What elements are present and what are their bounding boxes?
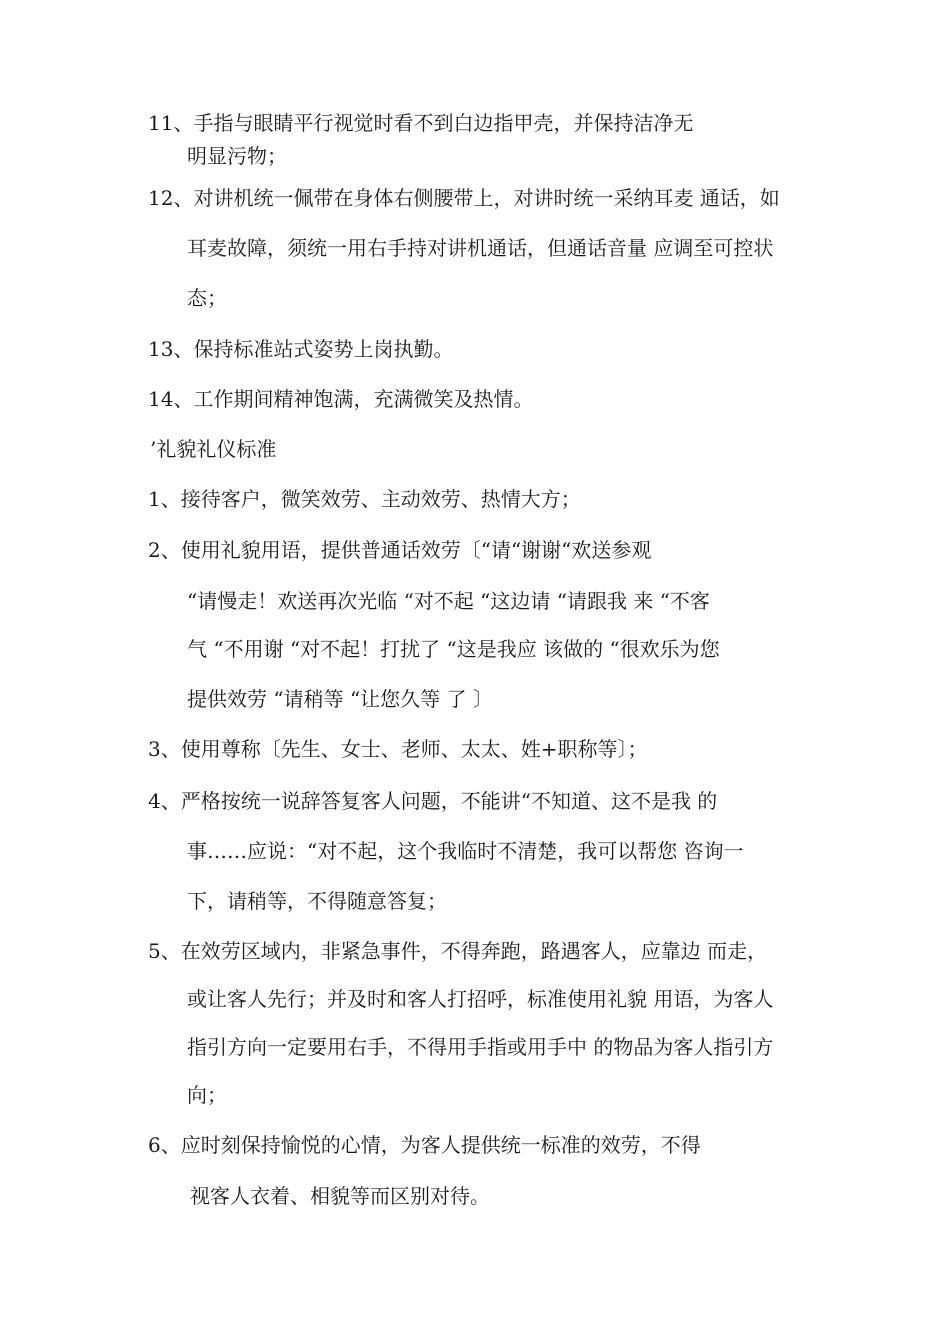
item-5-line-2: 或让客人先行；并及时和客人打招呼，标准使用礼貌 用语，为客人 (187, 987, 774, 1011)
item-5-line-1: 5、在效劳区域内，非紧急事件，不得奔跑，路遇客人，应靠边 而走， (148, 939, 768, 963)
item-2-line-3: 气 “不用谢 “对不起！打扰了 “这是我应 该做的 “很欢乐为您 (187, 637, 720, 661)
item-4-line-1: 4、严格按统一说辞答复客人问题，不能讲“不知道、这不是我 的 (148, 789, 718, 813)
item-14: 14、工作期间精神饱满，充满微笑及热情。 (148, 387, 534, 411)
item-4-line-3: 下，请稍等，不得随意答复； (187, 889, 447, 913)
item-2-line-1: 2、使用礼貌用语，提供普通话效劳〔“请“谢谢“欢送参观 (148, 538, 652, 562)
section-heading: ’礼貌礼仪标准 (150, 437, 277, 461)
item-12-line-3: 态； (187, 286, 227, 310)
item-5-line-3: 指引方向一定要用右手，不得用手指或用手中 的物品为客人指引方 (187, 1035, 774, 1059)
item-13: 13、保持标准站式姿势上岗执勤。 (148, 337, 454, 361)
item-5-line-4: 向； (187, 1083, 227, 1107)
item-11-line-2: 明显污物； (187, 144, 287, 168)
item-6-line-2: 视客人衣着、相貌等而区别对待。 (190, 1184, 490, 1208)
item-11-line-1: 11、手指与眼睛平行视觉时看不到白边指甲壳，并保持洁净无 (148, 111, 694, 135)
item-12-line-2: 耳麦故障，须统一用右手持对讲机通话，但通话音量 应调至可控状 (187, 236, 774, 260)
item-1: 1、接待客户，微笑效劳、主动效劳、热情大方； (148, 487, 581, 511)
item-2-line-2: “请慢走！欢送再次光临 “对不起 “这边请 “请跟我 来 “不客 (187, 589, 710, 613)
item-6-line-1: 6、应时刻保持愉悦的心情，为客人提供统一标准的效劳，不得 (148, 1133, 701, 1157)
item-12-line-1: 12、对讲机统一佩带在身体右侧腰带上，对讲时统一采纳耳麦 通话，如 (148, 186, 780, 210)
item-3: 3、使用尊称〔先生、女士、老师、太太、姓+职称等〕； (148, 737, 648, 761)
item-2-line-4: 提供效劳 “请稍等 “让您久等 了 〕 (187, 687, 493, 711)
item-4-line-2: 事……应说：“对不起，这个我临时不清楚，我可以帮您 咨询一 (187, 839, 744, 863)
